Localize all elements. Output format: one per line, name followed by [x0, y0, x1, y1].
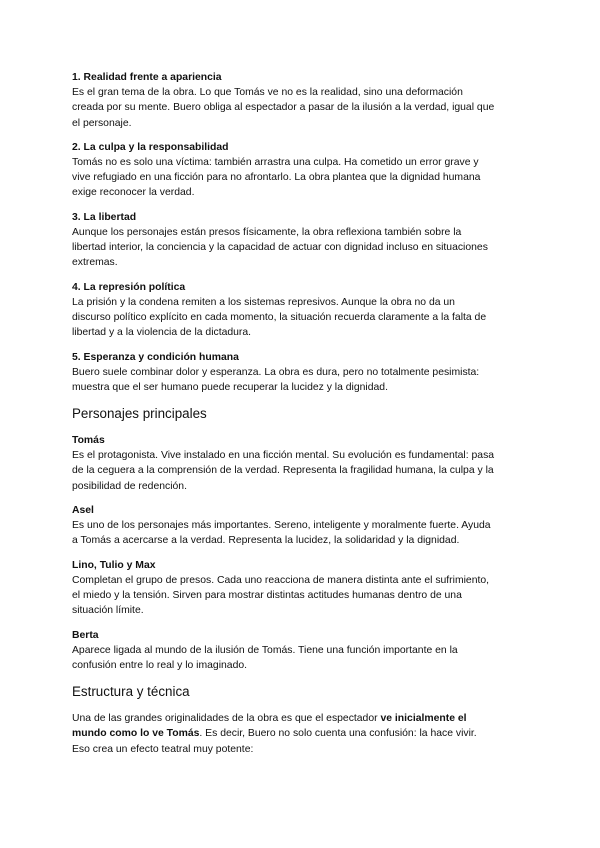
structure-heading: Estructura y técnica	[72, 684, 190, 700]
theme-line: extremas.	[72, 257, 118, 269]
theme-title: 1. Realidad frente a apariencia	[72, 72, 222, 83]
theme-line: Aunque los personajes están presos físicamente, la obra reflexiona también sobre la	[72, 226, 462, 238]
character-name: Lino, Tulio y Max	[72, 559, 156, 571]
theme-line: discurso político explícito en cada momento, la situación recuerda claramente a la falta de	[72, 311, 487, 323]
character-line: el miedo y la tensión. Sirven para mostrar distintas actitudes humanas dentro de una	[72, 589, 462, 601]
structure-text: . Es decir, Buero no solo cuenta una confusión: la hace vivir.	[199, 728, 477, 740]
character-block	[72, 503, 528, 549]
theme-line: creada por su mente. Buero obliga al espectador a pasar de la ilusión a la verdad, igual que	[72, 102, 495, 114]
character-line: Es uno de los personajes más importantes. Sereno, inteligente y moralmente fuerte. Ayuda	[72, 520, 491, 532]
characters-heading: Personajes principales	[72, 406, 207, 422]
structure-paragraph	[72, 711, 528, 757]
theme-line: Es el gran tema de la obra. Lo que Tomás ve no es la realidad, sino una deformación	[72, 87, 463, 98]
character-block	[72, 628, 528, 674]
theme-line: Buero suele combinar dolor y esperanza. La obra es dura, pero no totalmente pesimista:	[72, 366, 480, 378]
structure-line	[72, 711, 528, 726]
theme-block	[72, 140, 528, 201]
theme-line: Tomás no es solo una víctima: también arrastra una culpa. Ha cometido un error grave y	[72, 156, 479, 168]
character-line: posibilidad de redención.	[72, 480, 187, 492]
character-line: confusión entre lo real y lo imaginado.	[72, 659, 248, 671]
theme-line: vive refugiado en una ficción para no afrontarlo. La obra plantea que la dignidad humana	[72, 172, 481, 184]
document-content	[72, 70, 528, 757]
structure-line: Eso crea un efecto teatral muy potente:	[72, 743, 254, 755]
character-line: Aparece ligada al mundo de la ilusión de Tomás. Tiene una función importante en la	[72, 644, 458, 656]
theme-block	[72, 210, 528, 271]
theme-block	[72, 280, 528, 341]
character-line: Es el protagonista. Vive instalado en una ficción mental. Su evolución es fundamental: pasa	[72, 450, 495, 462]
character-line: de la ceguera a la comprensión de la verdad. Representa la fragilidad humana, la culpa y la	[72, 465, 494, 477]
theme-line: muestra que el ser humano puede recuperar la lucidez y la dignidad.	[72, 381, 388, 393]
character-block	[72, 558, 528, 619]
theme-title: 2. La culpa y la responsabilidad	[72, 141, 229, 153]
theme-block	[72, 350, 528, 396]
structure-emphasis: ve inicialmente el	[380, 713, 467, 725]
theme-block	[72, 70, 528, 131]
character-line: a Tomás a acercarse a la verdad. Representa la lucidez, la solidaridad y la dignidad.	[72, 535, 460, 547]
character-line: situación límite.	[72, 605, 144, 617]
theme-title: 4. La represión política	[72, 281, 186, 293]
character-name: Tomás	[72, 435, 105, 447]
theme-line: el personaje.	[72, 117, 132, 129]
character-block	[72, 433, 528, 494]
theme-line: libertad interior, la conciencia y la capacidad de actuar con dignidad incluso en situaciones	[72, 242, 488, 254]
structure-text: Una de las grandes originalidades de la obra es que el espectador	[72, 713, 381, 725]
character-line: Completan el grupo de presos. Cada uno reacciona de manera distinta ante el sufrimiento,	[72, 574, 490, 586]
theme-title: 3. La libertad	[72, 211, 137, 223]
theme-line: libertad y a la violencia de la dictadura.	[72, 327, 252, 339]
theme-line: exige reconocer la verdad.	[72, 187, 195, 199]
character-name: Berta	[72, 629, 99, 641]
structure-line	[72, 726, 528, 741]
character-name: Asel	[72, 505, 94, 517]
structure-emphasis: mundo como lo ve Tomás	[72, 728, 200, 740]
theme-title: 5. Esperanza y condición humana	[72, 351, 239, 363]
theme-line: La prisión y la condena remiten a los sistemas represivos. Aunque la obra no da un	[72, 296, 455, 308]
